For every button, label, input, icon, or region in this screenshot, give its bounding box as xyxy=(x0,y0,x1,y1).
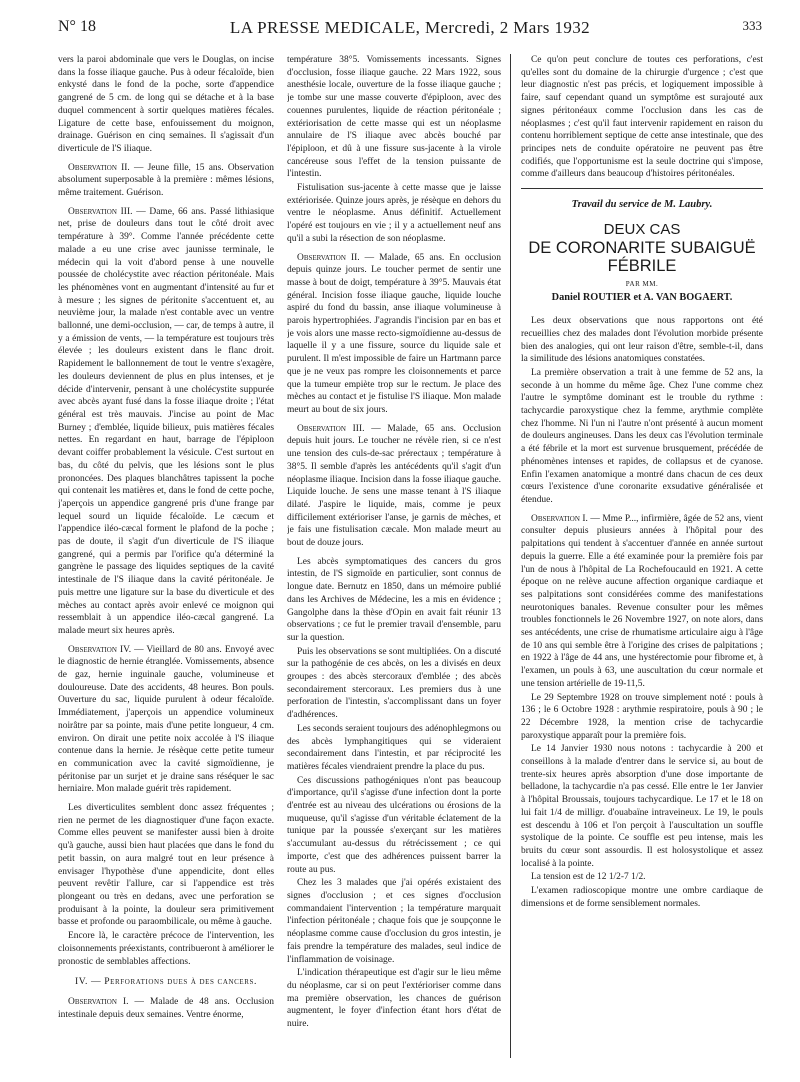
article-title-line-1: DEUX CAS xyxy=(603,220,681,238)
byline-par: PAR MM. xyxy=(625,279,659,288)
paragraph: Les abcès symptomatiques des cancers du gros intestin, de l'S sigmoïde en particulier, sont connus de longue date. Bernutz en 1850, dans un mémoire publié dans les Archives de Médecine, les a mis en évidence ; Gangolphe dans la thèse d'Opin en avait fait réunir 13 observations ; ce fut le premier travail d'ensemble, paru sur la question. xyxy=(287,556,501,643)
column-2 xyxy=(287,54,501,1064)
paragraph: Ce qu'on peut conclure de toutes ces perforations, c'est qu'elles sont du domaine de la chirurgie d'urgence ; c'est que leur diagnostic n'est pas précis, et logiquement impossible à faire, sauf cependant quand un symptôme est surajouté aux signes péritonéaux comme l'occlusion dans les cas de néoplasmes ; c'est qu'il faut intervenir rapidement en raison du contenu horriblement septique de cette anse intestinale, que des principes nets de conduite opératoire ne peuvent pas être codifiés, que l'opportunisme est la seule doctrine qui s'impose, comme d'ailleurs dans beaucoup d'histoires péritonéales. xyxy=(521,55,763,180)
section-heading: IV. — Perforations dues à des cancers. xyxy=(74,976,258,988)
section-divider xyxy=(521,188,763,189)
paragraph: Le 14 Janvier 1930 nous notons : tachycardie à 200 et conseillons à la malade d'entrer dans le service si, au bout de trente-six heures après absorption d'une dose importante de belladone, la tachycardie n'a pas cessé. Elle entre le 1er Janvier à l'hôpital Broussais, toujours tachycardique. Le 17 et le 18 on lui fait 1/4 de milligr. d'ouabaïne intraveineux. Le 19, le pouls est descendu à 106 et l'on perçoit à l'auscultation un souffle systolique de la pointe. Ce souffle est peu intense, mais les bruits du cœur sont assourdis. Il est holosystolique et assez localisé à la pointe. xyxy=(521,744,763,869)
paragraph: Fistulisation sus-jacente à cette masse que je laisse extériorisée. Quinze jours après, je résèque en dehors du ventre le néoplasme. Anus définitif. Actuellement l'opéré est toujours en vie ; il y a actuellement neuf ans qu'il a subi la résection de son néoplasme. xyxy=(287,183,501,244)
observation-paragraph xyxy=(287,252,501,417)
paragraph: L'examen radioscopique montre une ombre cardiaque de dimensions et de forme sensiblement normales. xyxy=(521,886,763,909)
page-number: 333 xyxy=(742,18,762,33)
observation-text: Malade de 48 ans. Occlusion intestinale depuis deux semaines. Ventre énorme, xyxy=(58,996,274,1020)
observation-paragraph xyxy=(521,513,763,691)
paragraph: La tension est de 12 1/2-7 1/2. xyxy=(531,872,646,883)
observation-label: Observation I. — xyxy=(531,513,600,524)
observation-paragraph xyxy=(58,644,274,796)
observation-paragraph xyxy=(287,423,501,550)
page-header xyxy=(58,16,762,44)
paragraph: Chez les 3 malades que j'ai opérés existaient des signes d'occlusion ; et ces signes d'occlusion commandaient l'intervention ; la température marquait l'infection péritonéale ; chaque fois que je soupçonne le néoplasme comme cause d'occlusion du gros intestin, je fais prendre la température des malades, seul indice de l'inflammation de voisinage. xyxy=(287,878,501,965)
paragraph: Puis les observations se sont multipliées. On a discuté sur la pathogénie de ces abcès, on les a divisés en deux groupes : des abcès stercoraux d'emblée ; des abcès secondairement stercoraux. Les premiers dus à une perforation de l'intestin, s'accomplissant dans un foyer d'adhérences. xyxy=(287,646,501,721)
article-authors: Daniel ROUTIER et A. VAN BOGAERT. xyxy=(551,292,733,304)
observation-label: Observation III. — xyxy=(68,206,146,217)
observation-label: Observation I. — xyxy=(68,996,144,1007)
column-divider xyxy=(510,54,511,1058)
observation-paragraph xyxy=(58,162,274,200)
paragraph: température 38°5. Vomissements incessants. Signes d'occlusion, fosse iliaque gauche. 22 Mars 1922, sous anesthésie locale, ouverture de la fosse iliaque gauche ; je tombe sur une masse couverte d'épiploon, avec des couennes purulentes, liquide de réaction péritonéale ; extériorisation de cette masse qui est un néoplasme annulaire de l'S iliaque avec abcès bouché par l'épiploon, et dû à une fissure sus-jacente à la virole cancéreuse sous l'effet de la tension puissante de l'intestin. xyxy=(287,55,501,180)
column-1 xyxy=(58,54,274,1064)
journal-title: LA PRESSE MEDICALE, Mercredi, 2 Mars 1932 xyxy=(229,18,591,37)
observation-text: Malade, 65 ans. Occlusion depuis huit jours. Le toucher ne révèle rien, si ce n'est une tension des culs-de-sac prérectaux ; température à 38°5. Il semble d'après les antécédents qu'il s'agit d'un néoplasme iliaque. Incision dans la fosse iliaque gauche. Liquide louche. Je sens une masse tenant à l'S iliaque dilaté. J'aspire le liquide, mais, comme je peux difficilement extérioriser l'anse, je garnis de mèches, et je fais une fistulisation cæcale. Mon malade meurt au bout de douze jours. xyxy=(287,423,501,549)
observation-label: Observation II. — xyxy=(68,162,144,173)
paragraph: L'indication thérapeutique est d'agir sur le lieu même du néoplasme, car si on peut l'extérioriser comme dans ma première observation, les chances de guérison augmentent, le foyer d'infection étant hors d'état de nuire. xyxy=(287,968,501,1030)
paragraph: Les diverticulites semblent donc assez fréquentes ; rien ne permet de les diagnostiquer d'une façon exacte. Comme elles peuvent se manifester aussi bien à droite qu'à gauche, aussi bien haut placées que dans le fond du petit bassin, on aura malgré tout en leur présence à envisager l'hypothèse d'une appendicite, dont elles peuvent revêtir l'allure, car si l'appendice est très plongeant ou très en dedans, avec une perforation se produisant à la pointe, la douleur sera primitivement basse et profonde ou paraombilicale, ou même à gauche. xyxy=(58,803,274,928)
observation-text: Mme P..., infirmière, âgée de 52 ans, vient consulter depuis plusieurs années à l'hôpital pour des palpitations qui tendent à s'accentuer d'année en année surtout depuis la guerre. Elle a été examinée pour la première fois par l'un de nous à l'hôpital de La Rochefoucauld en 1921. A cette époque on ne relève aucune affection organique cardiaque et ses palpitations sont considérées comme des manifestations neurotoniques banales. Revenue consulter pour les mêmes troubles fonctionnels le 26 Novembre 1927, on note alors, dans ses antécédents, une crise de rhumatisme articulaire aigu à l'âge de 10 ans qui semble être à l'origine des crises de palpitations ; en 1922 à l'âge de 44 ans, une hystérectomie pour fibrome et, à l'examen, un pouls à 63, une auscultation du cœur normale et une tension artérielle de 19-11,5. xyxy=(521,513,763,689)
paragraph: Les seconds seraient toujours des adénophlegmons ou des abcès lymphangitiques qui se videraient secondairement dans l'intestin, et par réciprocité les matières fécales viendraient prendre la place du pus. xyxy=(287,723,501,772)
observation-text: Malade, 65 ans. En occlusion depuis quinze jours. Le toucher permet de sentir une masse à bout de doigt, température à 39°5. Mauvais état général. Incision fosse iliaque gauche, liquide louche aspiré du fond du bassin, anse iliaque volumineuse à parois hypertrophiées. J'agrandis l'incision par en bas et je vois alors une masse recto-sigmoïdienne au-dessus de laquelle il y a une fissure, source du liquide sale et purulent. Il m'est impossible de faire un Hartmann parce que je ne veux pas rompre les cloisonnements et parce que la tumeur empiète trop sur le rectum. Je place des mèches au contact et je fistulise l'S iliaque. Mon malade meurt au bout de six jours. xyxy=(287,252,501,415)
observation-label: Observation II. — xyxy=(297,252,375,263)
paragraph: La première observation a trait à une femme de 52 ans, la seconde à un homme du même âge. Chez l'une comme chez l'autre le symptôme dominant est le trouble du rythme : tachycardie paroxystique chez la femme, arythmie complète chez l'homme. Ni l'un ni l'autre n'ont présenté à aucun moment de douleurs angineuses. Dans les deux cas l'évolution terminale a été fébrile et la mort est survenue brusquement, précédée de phénomènes intenses et rapides, de collapsus et de cyanose. Enfin l'examen anatomique a montré dans chacun de ces deux cœurs l'existence d'une coronarite exsudative généralisée et étendue. xyxy=(521,367,763,505)
paragraph: Encore là, le caractère précoce de l'intervention, les cloisonnements préexistants, contribueront à améliorer le pronostic de semblables affections. xyxy=(58,931,274,967)
observation-text: Dame, 66 ans. Passé lithiasique net, prise de douleurs dans tout le côté droit avec température à 39°. Comme l'année précédente cette malade a eu une crise avec jaunisse terminale, le médecin qui la voit d'abord pense à une nouvelle poussée de cholécystite avec réaction péritonéale. Mais les phénomènes vont en augmentant d'intensité au fur et à mesure ; les signes de péritonite s'accentuent et, au neuvième jour, la malade n'est contable avec un ventre ballonné, une demi-occlusion, — car, de temps à autre, il y a émission de vents, — la température est toujours très élevée ; les douleurs existent dans le flanc droit. Rapidement le ballonnement de tout le ventre s'exagère, les douleurs deviennent de plus en plus intenses, et je décide d'intervenir, pensant à une cholécystite suppurée avec abcès ayant fusé dans la fosse iliaque droite ; l'état général est très mauvais. J'incise au point de Mac Burney ; d'emblée, liquide bilieux, puis matières fécales nettes. En regardant en haut, barrage de l'épiploon devant coiffer probablement la vésicule. C'est surtout en bas, du côté du pelvis, que les lésions sont le plus prononcées. Des plaques blanchâtres tapissent la poche qui contenait les matières et, dans le fond de cette poche, j'aperçois un appendice gangrené pris d'une frange par lequel sourd un liquide fécaloïde. Le cæcum et l'appendice iléo-cæcal forment le plafond de la poche ; pas de doute, il s'agit d'un diverticule de l'S iliaque gangrené, qui a permis par l'orifice qu'a déterminé la gangrène le passage des liquides septiques de la cavité intestinale de l'S iliaque dans la cavité péritonéale. Je puis mettre une ligature sur la base du diverticule et des mèches au contact après avoir enlevé ce moignon qui ressemblait à un appendice iléo-cæcal gangrené. La malade meurt six heures après. xyxy=(58,206,274,636)
service-heading: Travail du service de M. Laubry. xyxy=(571,199,713,211)
article-title-line-2: DE CORONARITE SUBAIGUË xyxy=(528,238,756,257)
observation-text: Jeune fille, 15 ans. Observation absolument superposable à la première : mêmes lésions, même traitement. Guérison. xyxy=(58,162,274,199)
observation-paragraph xyxy=(58,206,274,638)
observation-paragraph xyxy=(58,996,274,1021)
column-3 xyxy=(521,54,763,1064)
paragraph: Ces discussions pathogéniques n'ont pas beaucoup d'importance, qu'il s'agisse d'une infection dont la porte d'entrée est au niveau des ulcérations ou érosions de la muqueuse, qu'il s'agisse d'un véritable éclatement de la tunique par la poussée s'exerçant sur les matières s'accumulant au-dessus du rétrécissement ; ce qui importe, c'est que des adhérences puissent barrer la route au pus. xyxy=(287,775,501,875)
paragraph: Le 29 Septembre 1928 on trouve simplement noté : pouls à 136 ; le 6 Octobre 1928 : arythmie respiratoire, pouls à 90 ; le 22 Décembre 1928, la mention crise de tachycardie paroxystique apparaît pour la première fois. xyxy=(521,692,763,741)
observation-label: Observation III. — xyxy=(297,423,381,434)
observation-label: Observation IV. — xyxy=(68,644,144,655)
paragraph: vers la paroi abdominale que vers le Douglas, on incise dans la fosse iliaque gauche. Pus à odeur fécaloïde, bien enkysté dans le fond de la poche, sorte d'appendice gangrené de 5 cm. de long qui se détache et à la base duquel commencent à sortir quelques matières fécales. Ligature de cette base, enfouissement du moignon, drainage. Guérison en cinq semaines. Il s'agissait d'un diverticule de l'S iliaque. xyxy=(58,55,274,154)
observation-text: Vieillard de 80 ans. Envoyé avec le diagnostic de hernie étranglée. Vomissements, absence de gaz, hernie inguinale gauche, volumineuse et douloureuse. Date des accidents, 48 heures. Bon pouls. Ouverture du sac, liquide purulent à odeur fécaloïde. Immédiatement, j'aperçois un appendice volumineux noirâtre par sa pointe, mais d'une petite longueur, 4 cm. environ. On dirait une petite noix accolée à l'S iliaque contenue dans la hernie. Je résèque cette petite tumeur en communication avec la cavité sigmoïdienne, je péritonise par un surjet et je draine sans réséquer le sac herniaire. Mon malade guérit très rapidement. xyxy=(58,644,274,795)
paragraph: Les deux observations que nous rapportons ont été recueillies chez des malades dont l'évolution morbide présente bien des analogies, qui ont leur raison d'être, semble-t-il, dans la similitude des lésions anatomiques constatées. xyxy=(521,316,763,365)
article-title-line-3: FÉBRILE xyxy=(607,256,677,275)
issue-number: N° 18 xyxy=(58,18,96,35)
